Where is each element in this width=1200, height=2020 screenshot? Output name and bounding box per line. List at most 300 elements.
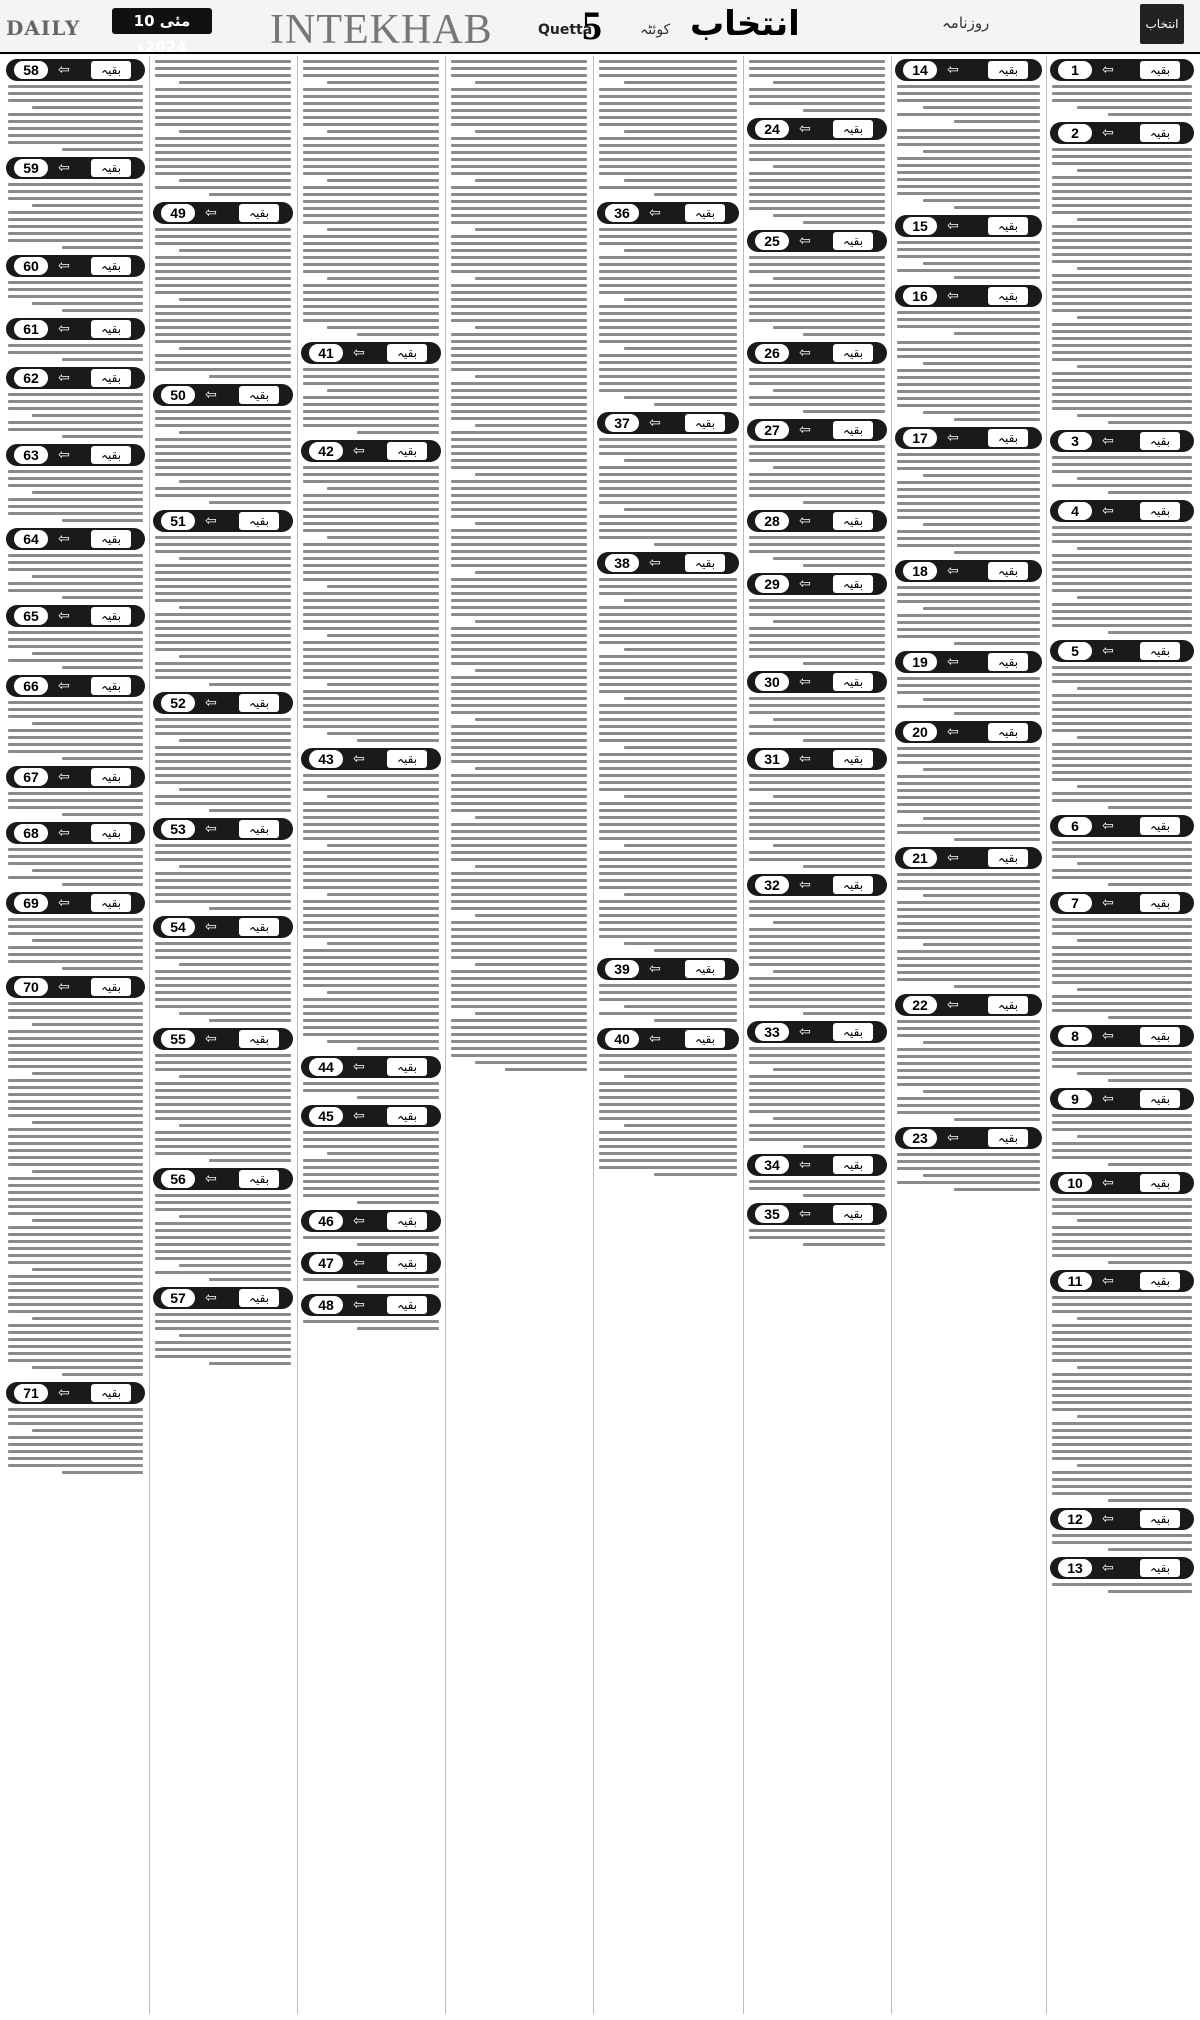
text-line [1052,183,1192,186]
arrow-left-icon: ⇦ [205,919,217,935]
arrow-left-icon: ⇦ [799,751,811,767]
text-line [599,382,737,385]
arrow-left-icon: ⇦ [205,1290,217,1306]
text-line [303,599,439,602]
text-line [923,943,1040,946]
text-line [303,837,439,840]
text-line [303,592,439,595]
text-line [1052,1359,1192,1362]
article-text-block [155,1194,291,1281]
arrow-left-icon: ⇦ [205,387,217,403]
article-text-block [599,438,737,546]
text-line [654,1173,737,1176]
text-line [32,1268,143,1271]
continuation-label: بقیہ [1140,124,1180,142]
text-line [749,949,885,952]
text-line [155,893,291,896]
text-line [32,722,143,725]
text-line [773,389,885,392]
text-line [303,977,439,980]
article-text-block [599,1054,737,1176]
text-line [749,1047,885,1050]
text-line [599,613,737,616]
text-line [155,767,291,770]
text-line [599,529,737,532]
text-line [1052,1492,1192,1495]
text-line [303,508,439,511]
text-line [155,879,291,882]
continuation-number: 38 [605,554,639,572]
text-line [749,550,885,553]
text-line [599,445,737,448]
continuation-label: بقیہ [988,723,1028,741]
text-line [451,550,587,553]
continuation-number: 45 [309,1107,343,1125]
text-line [749,1075,885,1078]
text-line [475,669,587,672]
text-line [62,519,143,522]
text-line [897,789,1040,792]
article-text-block [1052,148,1192,424]
text-line [303,718,439,721]
continuation-number: 23 [903,1129,937,1147]
text-line [155,67,291,70]
text-line [1052,554,1192,557]
text-line [8,225,143,228]
text-line [475,522,587,525]
text-line [749,452,885,455]
text-line [897,383,1040,386]
continuation-number: 14 [903,61,937,79]
article-text-block [897,747,1040,841]
text-line [599,144,737,147]
text-line [155,648,291,651]
continuation-number: 48 [309,1296,343,1314]
text-line [155,487,291,490]
text-line [897,593,1040,596]
text-line [749,991,885,994]
text-line [8,1233,143,1236]
text-line [303,557,439,560]
text-line [624,746,737,749]
text-line [475,130,587,133]
text-line [749,403,885,406]
continuation-label: بقیہ [988,653,1028,671]
text-line [8,1128,143,1131]
text-line [209,907,291,910]
text-line [749,627,885,630]
text-line [599,830,737,833]
text-line [897,684,1040,687]
text-line [8,1037,143,1040]
text-line [897,782,1040,785]
continuation-header [6,822,145,844]
continuation-number: 49 [161,204,195,222]
text-line [923,1041,1040,1044]
continuation-label: بقیہ [1140,502,1180,520]
text-line [303,928,439,931]
text-line [8,1163,143,1166]
text-line [803,109,885,112]
continuation-header [6,444,145,466]
text-line [32,106,143,109]
continuation-header [153,384,293,406]
text-line [303,830,439,833]
continuation-header [301,1210,441,1232]
article-text-block [1052,456,1192,494]
text-line [1052,771,1192,774]
text-line [773,81,885,84]
text-line [209,1019,291,1022]
text-line [451,1033,587,1036]
text-line [897,775,1040,778]
text-line [451,431,587,434]
continuation-header [597,958,739,980]
continuation-header [301,342,441,364]
text-line [8,1002,143,1005]
text-line [1052,295,1192,298]
text-line [155,88,291,91]
text-line [923,607,1040,610]
text-line [599,753,737,756]
text-line [749,158,885,161]
text-line [303,1005,439,1008]
text-line [451,753,587,756]
text-line [897,99,1040,102]
text-line [624,1075,737,1078]
text-line [897,614,1040,617]
continuation-label: بقیہ [833,120,873,138]
text-line [773,326,885,329]
text-line [451,284,587,287]
text-line [1052,1051,1192,1054]
text-line [475,963,587,966]
text-line [303,1145,439,1148]
text-line [451,746,587,749]
article-text-block [8,470,143,522]
text-line [897,467,1040,470]
text-line [155,326,291,329]
article-text-block [897,85,1040,123]
continuation-header [747,510,887,532]
text-line [749,494,885,497]
text-line [303,214,439,217]
text-line [749,928,885,931]
text-line [303,704,439,707]
text-line [451,879,587,882]
text-line [749,396,885,399]
text-line [897,355,1040,358]
continuation-header [1050,1172,1194,1194]
continuation-label: بقیہ [833,421,873,439]
article-text-block [303,368,439,434]
continuation-number: 4 [1058,502,1092,520]
text-line [599,235,737,238]
text-line [8,582,143,585]
continuation-number: 27 [755,421,789,439]
text-line [303,998,439,1001]
text-line [1052,1296,1192,1299]
news-column [151,56,295,2014]
text-line [155,1243,291,1246]
text-line [155,977,291,980]
text-line [1052,1065,1192,1068]
text-line [1052,974,1192,977]
text-line [599,816,737,819]
text-line [303,263,439,266]
text-line [303,410,439,413]
text-line [8,1338,143,1341]
text-line [599,592,737,595]
text-line [155,1355,291,1358]
text-line [451,585,587,588]
text-line [303,473,439,476]
text-line [897,810,1040,813]
continuation-label: بقیہ [685,960,725,978]
text-line [155,312,291,315]
text-line [749,816,885,819]
text-line [8,127,143,130]
text-line [451,613,587,616]
arrow-left-icon: ⇦ [1102,1560,1114,1576]
arrow-left-icon: ⇦ [799,233,811,249]
text-line [303,872,439,875]
text-line [624,1124,737,1127]
text-line [599,473,737,476]
arrow-left-icon: ⇦ [58,769,70,785]
continuation-number: 59 [14,159,48,177]
text-line [1052,1401,1192,1404]
arrow-left-icon: ⇦ [649,415,661,431]
text-line [897,248,1040,251]
text-line [749,830,885,833]
text-line [897,1111,1040,1114]
continuation-number: 25 [755,232,789,250]
text-line [1052,1009,1192,1012]
text-line [8,750,143,753]
arrow-left-icon: ⇦ [649,961,661,977]
text-line [155,1089,291,1092]
arrow-left-icon: ⇦ [353,1255,365,1271]
text-line [303,851,439,854]
text-line [8,1058,143,1061]
text-line [155,1250,291,1253]
text-line [1052,680,1192,683]
text-line [599,389,737,392]
text-line [155,1320,291,1323]
news-column [745,56,889,2014]
text-line [897,369,1040,372]
text-line [451,151,587,154]
text-line [8,183,143,186]
arrow-left-icon: ⇦ [58,531,70,547]
text-line [1052,288,1192,291]
city-english: Quetta [538,22,593,38]
text-line [451,795,587,798]
text-line [155,186,291,189]
arrow-left-icon: ⇦ [799,121,811,137]
text-line [303,690,439,693]
text-line [954,642,1040,645]
text-line [773,718,885,721]
text-line [1052,1338,1192,1341]
text-line [155,242,291,245]
text-line [897,129,1040,132]
text-line [451,893,587,896]
text-line [8,589,143,592]
continuation-number: 67 [14,768,48,786]
text-line [8,141,143,144]
article-text-block [8,281,143,312]
text-line [8,806,143,809]
continuation-header [895,651,1042,673]
text-line [303,1166,439,1169]
text-line [897,537,1040,540]
text-line [303,1159,439,1162]
text-line [897,1167,1040,1170]
arrow-left-icon: ⇦ [353,1108,365,1124]
text-line [1052,841,1192,844]
text-line [897,136,1040,139]
continuation-number: 16 [903,287,937,305]
text-line [303,1019,439,1022]
continuation-header [747,230,887,252]
text-line [1108,1590,1192,1593]
continuation-header [6,892,145,914]
text-line [773,1068,885,1071]
text-line [654,193,737,196]
text-line [451,907,587,910]
text-line [954,838,1040,841]
text-line [155,291,291,294]
masthead [0,0,1200,54]
text-line [303,907,439,910]
text-line [8,1114,143,1117]
text-line [155,270,291,273]
continuation-number: 50 [161,386,195,404]
text-line [179,1075,291,1078]
text-line [8,1422,143,1425]
arrow-left-icon: ⇦ [58,321,70,337]
text-line [599,116,737,119]
text-line [155,599,291,602]
text-line [954,712,1040,715]
text-line [1052,92,1192,95]
text-line [1052,925,1192,928]
text-line [8,1464,143,1467]
text-line [624,347,737,350]
text-line [599,809,737,812]
article-text-block [1052,1051,1192,1082]
text-line [624,81,737,84]
text-line [1052,456,1192,459]
text-line [451,949,587,952]
text-line [451,165,587,168]
text-line [451,774,587,777]
text-line [1052,1394,1192,1397]
text-line [599,1103,737,1106]
article-text-block [155,718,291,812]
continuation-header [6,367,145,389]
text-line [1052,148,1192,151]
text-line [8,925,143,928]
continuation-number: 3 [1058,432,1092,450]
text-line [32,1429,143,1432]
text-line [327,1040,439,1043]
text-line [155,452,291,455]
text-line [773,970,885,973]
text-line [1052,743,1192,746]
text-line [475,620,587,623]
text-line [749,284,885,287]
arrow-left-icon: ⇦ [1102,1091,1114,1107]
text-line [749,823,885,826]
text-line [1052,750,1192,753]
text-line [303,711,439,714]
text-line [32,1219,143,1222]
text-line [8,960,143,963]
text-line [1052,323,1192,326]
column-divider [1046,56,1047,2014]
text-line [451,998,587,1001]
text-line [1077,316,1192,319]
text-line [1052,701,1192,704]
text-line [303,1180,439,1183]
text-line [8,197,143,200]
text-line [62,309,143,312]
text-line [599,851,737,854]
continuation-number: 62 [14,369,48,387]
text-line [179,1012,291,1015]
text-line [8,344,143,347]
text-line [8,1191,143,1194]
text-line [451,760,587,763]
text-line [1052,526,1192,529]
text-line [624,648,737,651]
text-line [155,466,291,469]
arrow-left-icon: ⇦ [58,370,70,386]
text-line [8,1016,143,1019]
text-line [8,1009,143,1012]
text-line [8,1275,143,1278]
text-line [749,95,885,98]
text-line [451,690,587,693]
text-line [303,578,439,581]
text-line [923,698,1040,701]
text-line [155,235,291,238]
continuation-label: بقیہ [988,849,1028,867]
text-line [1052,1408,1192,1411]
text-line [599,305,737,308]
text-line [8,99,143,102]
text-line [1052,708,1192,711]
text-line [62,358,143,361]
continuation-header [597,1028,739,1050]
roznama-label: روزنامہ [942,14,990,32]
text-line [303,662,439,665]
text-line [303,95,439,98]
continuation-header [747,671,887,693]
article-text-block [1052,1583,1192,1593]
text-line [624,249,737,252]
text-line [8,1093,143,1096]
text-line [803,1145,885,1148]
text-line [749,914,885,917]
text-line [749,725,885,728]
text-line [1052,792,1192,795]
continuation-number: 11 [1058,1272,1092,1290]
text-line [897,113,1040,116]
